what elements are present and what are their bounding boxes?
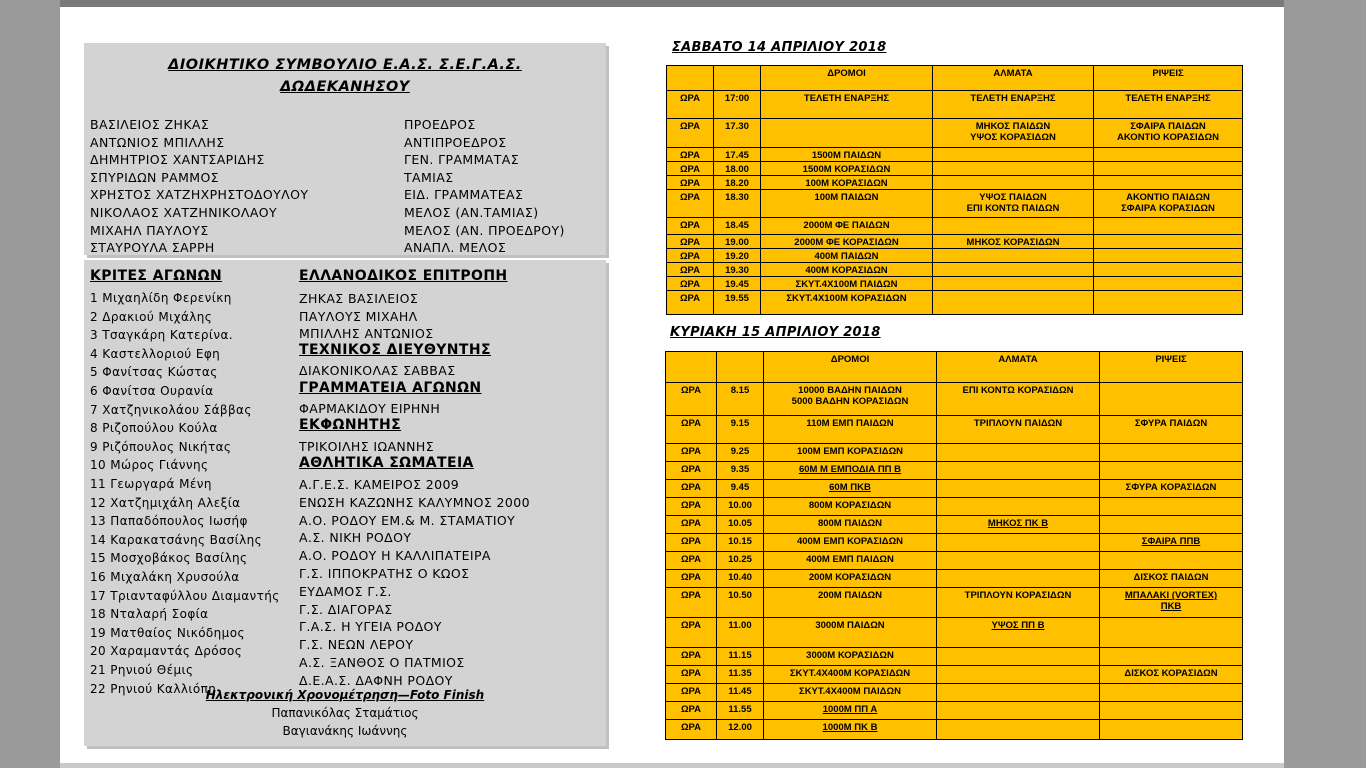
judge-item: 20 Χαραμαντάς Δρόσος: [90, 644, 243, 659]
schedule-row: [667, 277, 1243, 291]
board-title-line2: ΔΩΔΕΚΑΝΗΣΟΥ: [280, 79, 410, 95]
referee-member: ΠΑΥΛΟΥΣ ΜΙΧΑΗΛ: [299, 308, 418, 324]
track-cell: 10000 ΒΑΔΗΝ ΠΑΙΔΩΝ 5000 ΒΑΔΗΝ ΚΟΡΑΣΙΔΩΝ: [764, 383, 937, 416]
time-cell: 19.00: [714, 235, 761, 249]
timing-person-1: Παπανικόλας Σταμάτιος: [271, 706, 419, 720]
jumps-cell: [937, 552, 1100, 570]
time-label-cell: ΩΡΑ: [667, 91, 714, 119]
track-cell: 200Μ ΚΟΡΑΣΙΔΩΝ: [764, 570, 937, 588]
track-cell: 60Μ Μ ΕΜΠΟΔΙΑ ΠΠ Β: [764, 462, 937, 480]
sunday-schedule-table: [665, 351, 1243, 740]
judge-item: 22 Ρηνιού Καλλιόπη: [90, 681, 217, 696]
time-cell: 11.00: [717, 618, 764, 648]
club-item: Α.Ο. ΡΟΔΟΥ Η ΚΑΛΛΙΠΑΤΕΙΡΑ: [299, 548, 491, 564]
time-label-cell: ΩΡΑ: [666, 588, 717, 618]
throws-cell: [1100, 648, 1243, 666]
track-cell: 200Μ ΠΑΙΔΩΝ: [764, 588, 937, 618]
club-item: Α.Γ.Ε.Σ. ΚΑΜΕΙΡΟΣ 2009: [299, 477, 460, 492]
jumps-cell: [937, 534, 1100, 552]
judge-item: 11 Γεωργαρά Μένη: [90, 477, 212, 491]
board-member-name: ΣΠΥΡΙΔΩΝ ΡΑΜΜΟΣ: [90, 169, 219, 185]
time-cell: 17.45: [714, 148, 761, 162]
saturday-schedule-table: [666, 65, 1243, 315]
schedule-header-row: [666, 352, 1243, 383]
time-cell: 17:00: [714, 91, 761, 119]
time-cell: 10.40: [717, 570, 764, 588]
club-item: Γ.Α.Σ. Η ΥΓΕΙΑ ΡΟΔΟΥ: [299, 619, 442, 635]
time-cell: 9.25: [717, 444, 764, 462]
throws-cell: ΣΦΑΙΡΑ ΠΑΙΔΩΝ ΑΚΟΝΤΙΟ ΚΟΡΑΣΙΔΩΝ: [1094, 119, 1243, 148]
board-member-name: ΑΝΤΩΝΙΟΣ ΜΠΙΛΛΗΣ: [90, 134, 225, 150]
left-margin: [0, 0, 60, 768]
track-cell: ΣΚΥΤ.4Χ400Μ ΚΟΡΑΣΙΔΩΝ: [764, 666, 937, 684]
time-label-cell: ΩΡΑ: [666, 480, 717, 498]
jumps-cell: [933, 249, 1094, 263]
throws-cell: [1100, 498, 1243, 516]
time-label-cell: ΩΡΑ: [667, 176, 714, 190]
referee-member: ΜΠΙΛΛΗΣ ΑΝΤΩΝΙΟΣ: [299, 326, 434, 341]
track-cell: 3000Μ ΚΟΡΑΣΙΔΩΝ: [764, 648, 937, 666]
throws-cell: [1094, 249, 1243, 263]
time-label-cell: ΩΡΑ: [667, 249, 714, 263]
throws-cell: [1100, 702, 1243, 720]
time-cell: 17.30: [714, 119, 761, 148]
schedule-row: [666, 383, 1243, 416]
track-cell: 2000Μ ΦΕ ΠΑΙΔΩΝ: [761, 218, 933, 235]
club-item: Γ.Σ. ΝΕΩΝ ΛΕΡΟΥ: [299, 637, 414, 653]
time-cell: 19.45: [714, 277, 761, 291]
schedule-header-cell: ΑΛΜΑΤΑ: [937, 352, 1100, 383]
judge-item: 9 Ριζόπουλος Νικήτας: [90, 439, 232, 454]
schedule-row: [667, 190, 1243, 218]
track-cell: 1500Μ ΚΟΡΑΣΙΔΩΝ: [761, 162, 933, 176]
judge-item: 2 Δρακιού Μιχάλης: [90, 309, 213, 324]
tech-heading: ΤΕΧΝΙΚΟΣ ΔΙΕΥΘΥΝΤΗΣ: [299, 342, 491, 358]
jumps-cell: ΜΗΚΟΣ ΚΟΡΑΣΙΔΩΝ: [933, 235, 1094, 249]
time-label-cell: ΩΡΑ: [666, 720, 717, 740]
track-cell: 1000Μ ΠΠ Α: [764, 702, 937, 720]
throws-cell: [1094, 263, 1243, 277]
jumps-cell: ΥΨΟΣ ΠΑΙΔΩΝ ΕΠΙ ΚΟΝΤΩ ΠΑΙΔΩΝ: [933, 190, 1094, 218]
jumps-cell: [933, 162, 1094, 176]
track-cell: ΣΚΥΤ.4Χ100Μ ΠΑΙΔΩΝ: [761, 277, 933, 291]
throws-cell: ΔΙΣΚΟΣ ΚΟΡΑΣΙΔΩΝ: [1100, 666, 1243, 684]
throws-cell: ΣΦΥΡΑ ΠΑΙΔΩΝ: [1100, 416, 1243, 444]
time-cell: 11.55: [717, 702, 764, 720]
schedule-row: [666, 444, 1243, 462]
throws-cell: [1100, 720, 1243, 740]
time-label-cell: ΩΡΑ: [667, 235, 714, 249]
board-member-name: ΣΤΑΥΡΟΥΛΑ ΣΑΡΡΗ: [90, 240, 215, 256]
announcer-heading: ΕΚΦΩΝΗΤΗΣ: [299, 417, 402, 433]
track-cell: ΤΕΛΕΤΗ ΕΝΑΡΞΗΣ: [761, 91, 933, 119]
throws-cell: [1100, 618, 1243, 648]
time-cell: 11.45: [717, 684, 764, 702]
board-member-role: ΑΝΤΙΠΡΟΕΔΡΟΣ: [404, 134, 507, 150]
schedule-row: [667, 91, 1243, 119]
track-cell: 400Μ ΕΜΠ ΚΟΡΑΣΙΔΩΝ: [764, 534, 937, 552]
time-label-cell: ΩΡΑ: [666, 684, 717, 702]
time-cell: 10.25: [717, 552, 764, 570]
track-cell: 800Μ ΠΑΙΔΩΝ: [764, 516, 937, 534]
throws-cell: ΤΕΛΕΤΗ ΕΝΑΡΞΗΣ: [1094, 91, 1243, 119]
jumps-cell: [933, 148, 1094, 162]
jumps-cell: [937, 498, 1100, 516]
schedule-row: [666, 684, 1243, 702]
schedule-row: [667, 291, 1243, 315]
schedule-row: [667, 176, 1243, 190]
schedule-header-cell: ΡΙΨΕΙΣ: [1094, 66, 1243, 91]
jumps-cell: [933, 291, 1094, 315]
club-item: Α.Ο. ΡΟΔΟΥ ΕΜ.& Μ. ΣΤΑΜΑΤΙΟΥ: [299, 512, 516, 528]
timing-heading: Ηλεκτρονική Χρονομέτρηση—Foto Finish: [205, 688, 485, 702]
board-panel: [84, 43, 606, 255]
timing-person-2: Βαγιανάκης Ιωάννης: [282, 724, 408, 738]
board-member-role: ΕΙΔ. ΓΡΑΜΜΑΤΕΑΣ: [404, 187, 524, 203]
jumps-cell: [933, 218, 1094, 235]
jumps-cell: ΕΠΙ ΚΟΝΤΩ ΚΟΡΑΣΙΔΩΝ: [937, 383, 1100, 416]
throws-cell: [1094, 218, 1243, 235]
schedule-header-cell: [666, 352, 717, 383]
time-cell: 18.00: [714, 162, 761, 176]
time-label-cell: ΩΡΑ: [666, 552, 717, 570]
time-cell: 10.00: [717, 498, 764, 516]
judge-item: 14 Καρακατσάνης Βασίλης: [90, 532, 263, 547]
board-member-role: ΠΡΟΕΔΡΟΣ: [404, 117, 476, 132]
throws-cell: ΣΦΑΙΡΑ ΠΠΒ: [1100, 534, 1243, 552]
schedule-row: [666, 666, 1243, 684]
club-item: Α.Σ. ΝΙΚΗ ΡΟΔΟΥ: [299, 530, 412, 546]
time-cell: 12.00: [717, 720, 764, 740]
time-label-cell: ΩΡΑ: [666, 570, 717, 588]
jumps-cell: [933, 263, 1094, 277]
secretariat-heading: ΓΡΑΜΜΑΤΕΙΑ ΑΓΩΝΩΝ: [299, 380, 482, 396]
schedule-row: [666, 702, 1243, 720]
document-page: [60, 7, 1284, 763]
time-cell: 18.30: [714, 190, 761, 218]
clubs-heading: ΑΘΛΗΤΙΚΑ ΣΩΜΑΤΕΙΑ: [299, 455, 474, 471]
track-cell: 110Μ ΕΜΠ ΠΑΙΔΩΝ: [764, 416, 937, 444]
schedule-row: [667, 235, 1243, 249]
time-cell: 11.35: [717, 666, 764, 684]
announcer-member: ΤΡΙΚΟΙΛΗΣ ΙΩΑΝΝΗΣ: [299, 439, 434, 454]
throws-cell: [1094, 162, 1243, 176]
club-item: Α.Σ. ΞΑΝΘΟΣ Ο ΠΑΤΜΙΟΣ: [299, 655, 465, 670]
schedule-row: [666, 498, 1243, 516]
schedule-row: [666, 480, 1243, 498]
time-cell: 9.45: [717, 480, 764, 498]
schedule-row: [667, 119, 1243, 148]
referee-heading: ΕΛΛΑΝΟΔΙΚΟΣ ΕΠΙΤΡΟΠΗ: [299, 268, 508, 284]
judge-item: 18 Νταλαρή Σοφία: [90, 607, 209, 622]
schedule-header-cell: ΔΡΟΜΟΙ: [761, 66, 933, 91]
judge-item: 16 Μιχαλάκη Χρυσούλα: [90, 570, 240, 584]
time-cell: 11.15: [717, 648, 764, 666]
time-label-cell: ΩΡΑ: [667, 277, 714, 291]
judge-item: 7 Χατζηνικολάου Σάββας: [90, 402, 252, 417]
club-item: Γ.Σ. ΔΙΑΓΟΡΑΣ: [299, 601, 393, 617]
board-member-role: ΜΕΛΟΣ (ΑΝ. ΠΡΟΕΔΡΟΥ): [404, 222, 565, 238]
time-label-cell: ΩΡΑ: [667, 162, 714, 176]
throws-cell: [1100, 444, 1243, 462]
tech-member: ΔΙΑΚΟΝΙΚΟΛΑΣ ΣΑΒΒΑΣ: [299, 363, 456, 378]
jumps-cell: [937, 570, 1100, 588]
judge-item: 21 Ρηνιού Θέμις: [90, 663, 194, 677]
schedule-row: [666, 552, 1243, 570]
jumps-cell: ΜΗΚΟΣ ΠΚ Β: [937, 516, 1100, 534]
referee-member: ΖΗΚΑΣ ΒΑΣΙΛΕΙΟΣ: [299, 291, 419, 306]
jumps-cell: ΤΕΛΕΤΗ ΕΝΑΡΞΗΣ: [933, 91, 1094, 119]
track-cell: 1000Μ ΠΚ Β: [764, 720, 937, 740]
time-cell: 19.20: [714, 249, 761, 263]
judge-item: 3 Τσαγκάρη Κατερίνα.: [90, 328, 234, 343]
throws-cell: [1094, 291, 1243, 315]
schedule-row: [666, 618, 1243, 648]
time-cell: 19.55: [714, 291, 761, 315]
time-cell: 8.15: [717, 383, 764, 416]
schedule-row: [667, 263, 1243, 277]
schedule-row: [667, 218, 1243, 235]
schedule-row: [667, 148, 1243, 162]
jumps-cell: [937, 684, 1100, 702]
throws-cell: [1094, 176, 1243, 190]
track-cell: 100Μ ΚΟΡΑΣΙΔΩΝ: [761, 176, 933, 190]
jumps-cell: ΜΗΚΟΣ ΠΑΙΔΩΝ ΥΨΟΣ ΚΟΡΑΣΙΔΩΝ: [933, 119, 1094, 148]
throws-cell: [1100, 383, 1243, 416]
track-cell: 400Μ ΠΑΙΔΩΝ: [761, 249, 933, 263]
time-cell: 10.05: [717, 516, 764, 534]
throws-cell: [1100, 516, 1243, 534]
schedule-row: [666, 570, 1243, 588]
schedule-row: [667, 162, 1243, 176]
track-cell: 60Μ ΠΚΒ: [764, 480, 937, 498]
throws-cell: ΜΠΑΛΑΚΙ (VORTEX) ΠΚΒ: [1100, 588, 1243, 618]
track-cell: 400Μ ΕΜΠ ΠΑΙΔΩΝ: [764, 552, 937, 570]
throws-cell: [1100, 462, 1243, 480]
schedule-row: [666, 416, 1243, 444]
officials-panel: [84, 260, 606, 746]
club-item: Δ.Ε.Α.Σ. ΔΑΦΝΗ ΡΟΔΟΥ: [299, 672, 453, 688]
time-cell: 10.50: [717, 588, 764, 618]
judges-heading: ΚΡΙΤΕΣ ΑΓΩΝΩΝ: [90, 268, 223, 284]
track-cell: 100Μ ΠΑΙΔΩΝ: [761, 190, 933, 218]
throws-cell: ΔΙΣΚΟΣ ΠΑΙΔΩΝ: [1100, 570, 1243, 588]
schedule-row: [666, 648, 1243, 666]
jumps-cell: [933, 277, 1094, 291]
time-label-cell: ΩΡΑ: [667, 190, 714, 218]
jumps-cell: [937, 462, 1100, 480]
judge-item: 15 Μοσχοβάκος Βασίλης: [90, 551, 248, 566]
schedule-header-cell: ΡΙΨΕΙΣ: [1100, 352, 1243, 383]
time-label-cell: ΩΡΑ: [666, 702, 717, 720]
time-cell: 9.35: [717, 462, 764, 480]
judge-item: 5 Φανίτσας Κώστας: [90, 365, 218, 380]
time-label-cell: ΩΡΑ: [666, 462, 717, 480]
track-cell: [761, 119, 933, 148]
time-cell: 18.45: [714, 218, 761, 235]
time-cell: 10.15: [717, 534, 764, 552]
track-cell: ΣΚΥΤ.4Χ100Μ ΚΟΡΑΣΙΔΩΝ: [761, 291, 933, 315]
board-member-name: ΒΑΣΙΛΕΙΟΣ ΖΗΚΑΣ: [90, 117, 210, 132]
track-cell: 100Μ ΕΜΠ ΚΟΡΑΣΙΔΩΝ: [764, 444, 937, 462]
throws-cell: ΣΦΥΡΑ ΚΟΡΑΣΙΔΩΝ: [1100, 480, 1243, 498]
club-item: ΕΝΩΣΗ ΚΑΖΩΝΗΣ ΚΑΛΥΜΝΟΣ 2000: [299, 494, 530, 510]
time-label-cell: ΩΡΑ: [666, 416, 717, 444]
track-cell: 3000Μ ΠΑΙΔΩΝ: [764, 618, 937, 648]
schedule-header-cell: [714, 66, 761, 91]
jumps-cell: [937, 702, 1100, 720]
time-label-cell: ΩΡΑ: [667, 291, 714, 315]
board-member-name: ΔΗΜΗΤΡΙΟΣ ΧΑΝΤΣΑΡΙΔΗΣ: [90, 152, 265, 168]
throws-cell: [1100, 552, 1243, 570]
jumps-cell: [937, 648, 1100, 666]
schedule-header-cell: ΔΡΟΜΟΙ: [764, 352, 937, 383]
judge-item: 4 Καστελλοριού Εφη: [90, 346, 221, 361]
time-label-cell: ΩΡΑ: [667, 218, 714, 235]
secretariat-member: ΦΑΡΜΑΚΙΔΟΥ ΕΙΡΗΝΗ: [299, 401, 441, 416]
jumps-cell: ΤΡΙΠΛΟΥΝ ΠΑΙΔΩΝ: [937, 416, 1100, 444]
track-cell: ΣΚΥΤ.4Χ400Μ ΠΑΙΔΩΝ: [764, 684, 937, 702]
board-member-role: ΑΝΑΠΛ. ΜΕΛΟΣ: [404, 240, 507, 256]
schedule-header-cell: ΑΛΜΑΤΑ: [933, 66, 1094, 91]
throws-cell: [1094, 235, 1243, 249]
time-label-cell: ΩΡΑ: [666, 534, 717, 552]
board-member-name: ΝΙΚΟΛΑΟΣ ΧΑΤΖΗΝΙΚΟΛΑΟΥ: [90, 205, 278, 220]
judge-item: 19 Ματθαίος Νικόδημος: [90, 625, 245, 640]
schedule-header-cell: [717, 352, 764, 383]
judge-item: 10 Μώρος Γιάννης: [90, 458, 209, 473]
time-cell: 18.20: [714, 176, 761, 190]
jumps-cell: [937, 666, 1100, 684]
time-label-cell: ΩΡΑ: [666, 666, 717, 684]
jumps-cell: ΥΨΟΣ ΠΠ Β: [937, 618, 1100, 648]
board-title-line1: ΔΙΟΙΚΗΤΙΚΟ ΣΥΜΒΟΥΛΙΟ Ε.Α.Σ. Σ.Ε.Γ.Α.Σ.: [168, 57, 522, 73]
time-cell: 9.15: [717, 416, 764, 444]
track-cell: 1500Μ ΠΑΙΔΩΝ: [761, 148, 933, 162]
jumps-cell: [937, 480, 1100, 498]
club-item: ΕΥΔΑΜΟΣ Γ.Σ.: [299, 583, 392, 599]
board-member-role: ΜΕΛΟΣ (ΑΝ.ΤΑΜΙΑΣ): [404, 205, 539, 220]
jumps-cell: [937, 720, 1100, 740]
time-cell: 19.30: [714, 263, 761, 277]
track-cell: 400Μ ΚΟΡΑΣΙΔΩΝ: [761, 263, 933, 277]
board-member-name: ΧΡΗΣΤΟΣ ΧΑΤΖΗΧΡΗΣΤΟΔΟΥΛΟΥ: [90, 187, 309, 203]
schedule-row: [666, 534, 1243, 552]
saturday-title: ΣΑΒΒΑΤΟ 14 ΑΠΡΙΛΙΟΥ 2018: [672, 40, 887, 55]
sunday-title: ΚΥΡΙΑΚΗ 15 ΑΠΡΙΛΙΟΥ 2018: [670, 325, 881, 340]
time-label-cell: ΩΡΑ: [666, 444, 717, 462]
time-label-cell: ΩΡΑ: [666, 648, 717, 666]
time-label-cell: ΩΡΑ: [666, 383, 717, 416]
schedule-row: [666, 588, 1243, 618]
board-member-name: ΜΙΧΑΗΛ ΠΑΥΛΟΥΣ: [90, 222, 209, 238]
schedule-row: [666, 462, 1243, 480]
throws-cell: [1094, 148, 1243, 162]
jumps-cell: ΤΡΙΠΛΟΥΝ ΚΟΡΑΣΙΔΩΝ: [937, 588, 1100, 618]
time-label-cell: ΩΡΑ: [667, 263, 714, 277]
time-label-cell: ΩΡΑ: [667, 119, 714, 148]
schedule-row: [666, 720, 1243, 740]
time-label-cell: ΩΡΑ: [666, 498, 717, 516]
judge-item: 13 Παπαδόπουλος Ιωσήφ: [90, 514, 248, 529]
throws-cell: ΑΚΟΝΤΙΟ ΠΑΙΔΩΝ ΣΦΑΙΡΑ ΚΟΡΑΣΙΔΩΝ: [1094, 190, 1243, 218]
schedule-row: [667, 249, 1243, 263]
judge-item: 12 Χατζημιχάλη Αλεξία: [90, 495, 241, 510]
throws-cell: [1100, 684, 1243, 702]
jumps-cell: [933, 176, 1094, 190]
judge-item: 8 Ριζοπούλου Κούλα: [90, 421, 218, 436]
schedule-header-row: [667, 66, 1243, 91]
time-label-cell: ΩΡΑ: [666, 516, 717, 534]
judge-item: 1 Μιχαηλίδη Φερενίκη: [90, 291, 232, 305]
judge-item: 17 Τριανταφύλλου Διαμαντής: [90, 588, 280, 603]
right-margin: [1284, 0, 1366, 768]
jumps-cell: [937, 444, 1100, 462]
track-cell: 2000Μ ΦΕ ΚΟΡΑΣΙΔΩΝ: [761, 235, 933, 249]
time-label-cell: ΩΡΑ: [667, 148, 714, 162]
track-cell: 800Μ ΚΟΡΑΣΙΔΩΝ: [764, 498, 937, 516]
throws-cell: [1094, 277, 1243, 291]
schedule-header-cell: [667, 66, 714, 91]
club-item: Γ.Σ. ΙΠΠΟΚΡΑΤΗΣ Ο ΚΩΟΣ: [299, 566, 470, 581]
time-label-cell: ΩΡΑ: [666, 618, 717, 648]
schedule-row: [666, 516, 1243, 534]
board-member-role: ΤΑΜΙΑΣ: [404, 169, 454, 185]
board-member-role: ΓΕΝ. ΓΡΑΜΜΑΤΑΣ: [404, 152, 520, 168]
judge-item: 6 Φανίτσα Ουρανία: [90, 384, 214, 398]
